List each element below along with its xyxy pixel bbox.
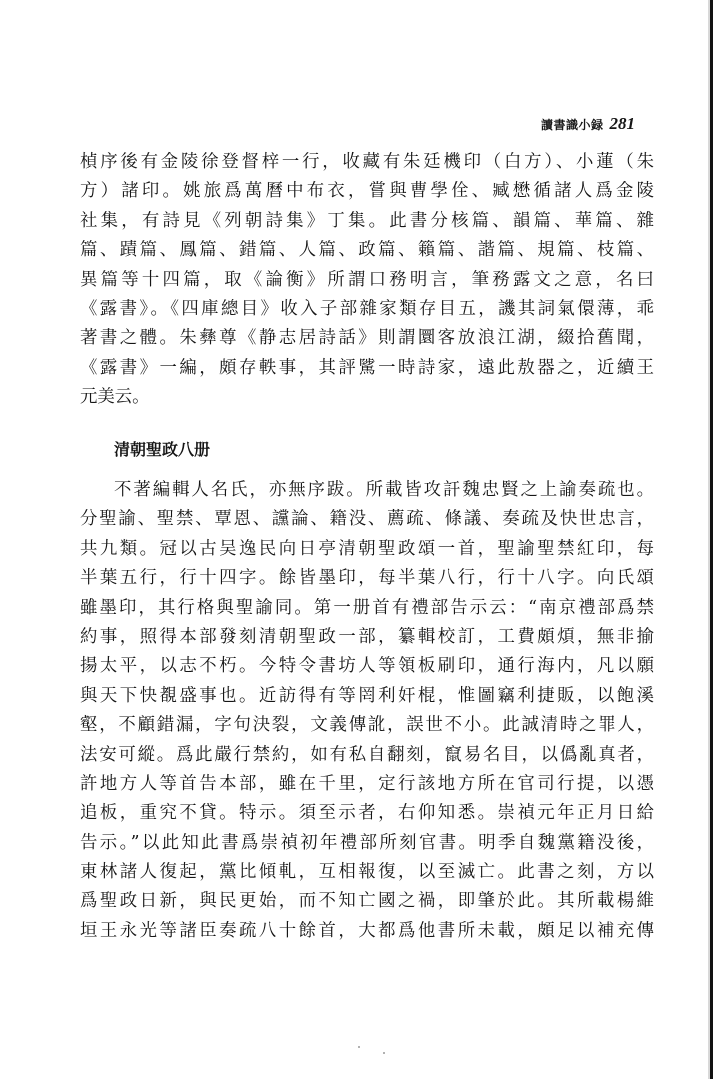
- text-line: 法安可縱。爲此嚴行禁約，如有私自翻刻，竄易名目，以僞亂真者，: [80, 744, 654, 765]
- running-head-title: 讀書識小録: [540, 118, 604, 132]
- text-line: 追板，重究不貸。特示。須至示者，右仰知悉。崇禎元年正月日給: [80, 803, 654, 824]
- text-line: 半葉五行，行十四字。餘皆墨印，每半葉八行，行十八字。向氏頌: [80, 568, 654, 589]
- text-line: 約事，照得本部發刻清朝聖政一部，纂輯校訂，工費頗煩，無非揄: [80, 626, 654, 647]
- text-line: 與天下快覩盛事也。近訪得有等罔利奸棍，惟圖竊利捷販，以飽溪: [80, 685, 654, 706]
- text-line: 不著編輯人名氏，亦無序跋。所載皆攻訐魏忠賢之上諭奏疏也。: [114, 480, 654, 500]
- text-line: 《露書》。《四庫總目》收入子部雜家類存目五，譏其詞氣儇薄，乖: [80, 298, 654, 319]
- text-line: 著書之體。朱彝尊《静志居詩話》則謂圜客放浪江湖，綴拾舊聞，: [80, 328, 654, 349]
- text-line: 方）諸印。姚旅爲萬曆中布衣，嘗與曹學佺、臧懋循諸人爲金陵: [80, 181, 654, 202]
- text-line: 篇、蹟篇、鳳篇、錯篇、人篇、政篇、籟篇、諧篇、規篇、枝篇、: [80, 240, 654, 261]
- section-heading: 清朝聖政八册: [114, 440, 211, 459]
- text-line: 分聖諭、聖禁、覃恩、讜論、籍没、薦疏、條議、奏疏及快世忠言，: [80, 509, 654, 530]
- text-line: 壑，不顧錯漏，字句決裂，文義傳訛，誤世不小。此誠清時之罪人，: [80, 715, 654, 736]
- running-head: [541, 114, 635, 136]
- text-line: 爲聖政日新，與民更始，而不知亡國之禍，即肇於此。其所載楊維: [80, 891, 654, 912]
- text-line: 雖墨印，其行格與聖諭同。第一册首有禮部告示云：“南京禮部爲禁: [80, 597, 654, 618]
- scan-speck: [358, 1046, 360, 1048]
- section-body: [80, 476, 654, 946]
- text-line: 揚太平，以志不朽。今特令書坊人等領板刷印，通行海内，凡以願: [80, 656, 654, 677]
- text-line: 異篇等十四篇，取《論衡》所謂口務明言，筆務露文之意，名曰: [80, 269, 654, 290]
- text-line: 東林諸人復起，黨比傾軋，互相報復，以至滅亡。此書之刻，方以: [80, 862, 654, 883]
- text-line: 垣王永光等諸臣奏疏八十餘首，大都爲他書所未載，頗足以補充傳: [80, 920, 654, 941]
- text-line: 共九類。冠以古吴逸民向日亭清朝聖政頌一首，聖諭聖禁紅印，每: [80, 538, 654, 559]
- text-line: 元美云。: [80, 387, 150, 408]
- paragraph-continued: [80, 148, 654, 413]
- page-number: 281: [609, 114, 635, 133]
- text-line: 告示。”以此知此書爲崇禎初年禮部所刻官書。明季自魏黨籍没後，: [80, 832, 654, 853]
- text-line: 許地方人等首告本部，雖在千里，定行該地方所在官司行提，以憑: [80, 773, 654, 794]
- scan-speck: [383, 1052, 385, 1054]
- text-line: 楨序後有金陵徐登督梓一行，收藏有朱廷機印（白方）、小蓮（朱: [80, 152, 654, 172]
- text-line: 社集，有詩見《列朝詩集》丁集。此書分核篇、韻篇、華篇、雜: [80, 210, 654, 231]
- text-line: 《露書》一編，頗存軼事，其評騭一時詩家，遠此敖器之，近續王: [80, 357, 654, 378]
